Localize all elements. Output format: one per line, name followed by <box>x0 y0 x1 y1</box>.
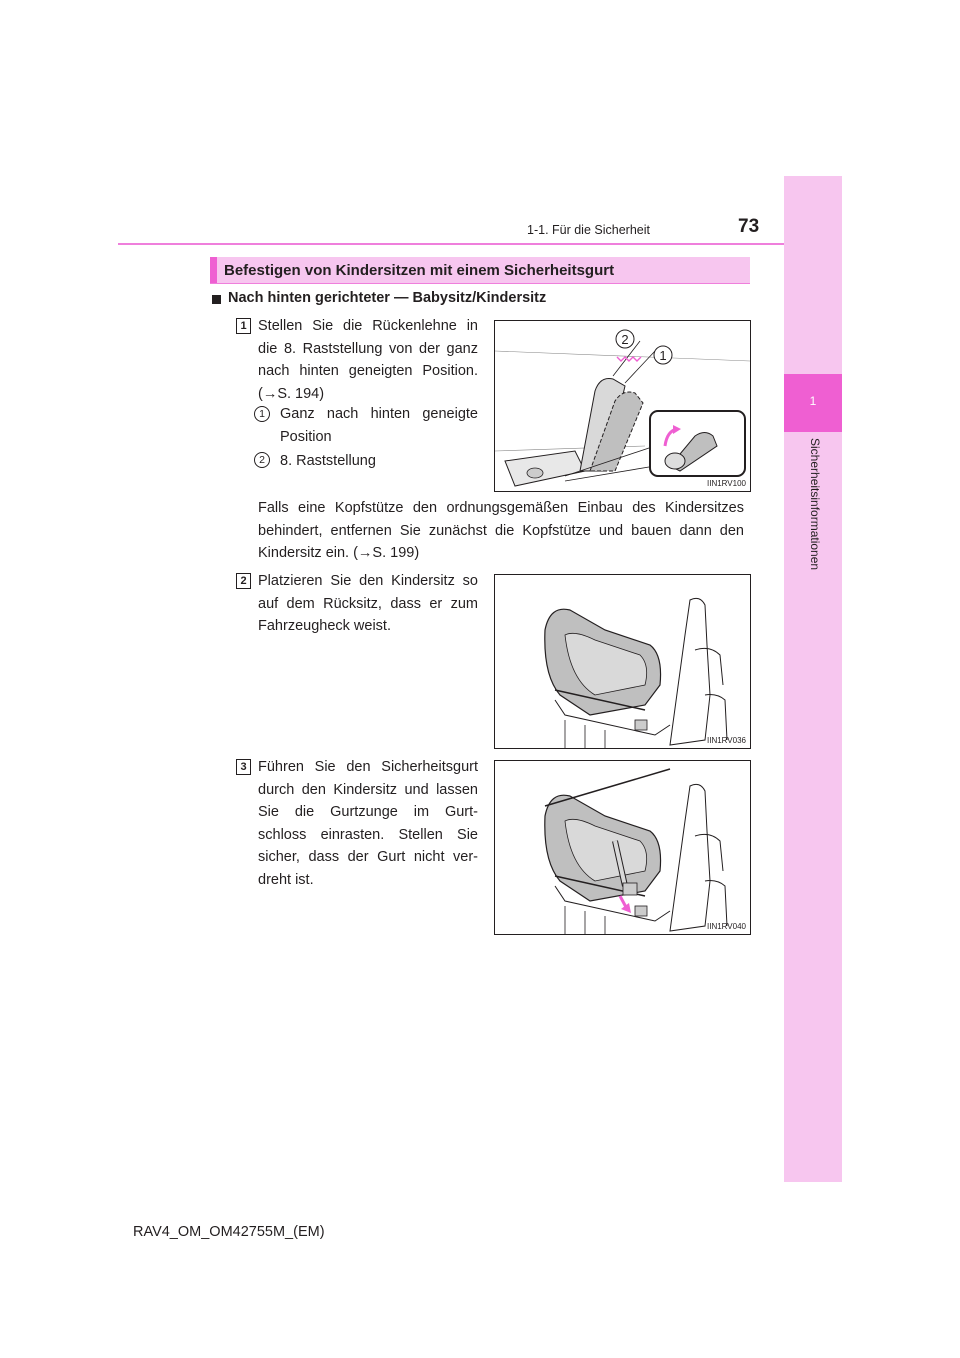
text-line: dreht ist. <box>258 871 314 888</box>
step-1-note <box>258 497 744 565</box>
text-line: Ganz nach hinten geneigte <box>280 406 478 422</box>
square-bullet-icon <box>212 295 221 304</box>
section-rule <box>210 283 750 284</box>
step-3-text <box>258 756 478 891</box>
text-line: durch den Kindersitz und lassen <box>258 781 478 798</box>
text-line: die 8. Raststellung von der ganz <box>258 340 478 357</box>
step-1-text <box>258 315 478 405</box>
callout-1-text <box>280 403 478 448</box>
seat-belt-routing-illustration <box>495 761 750 934</box>
callout-number: 1 <box>254 406 270 422</box>
child-seat-placement-illustration <box>495 575 750 748</box>
chapter-label: Sicherheitsinformationen <box>808 438 822 571</box>
seat-recline-illustration <box>495 321 750 491</box>
step-number: 2 <box>236 573 251 589</box>
step-number: 3 <box>236 759 251 775</box>
text-line: Falls eine Kopfstütze den ordnungsgemäßen Einbau des Kindersitzes <box>258 500 744 516</box>
document-code: RAV4_OM_OM42755M_(EM) <box>133 1224 325 1240</box>
text-line: schloss einrasten. Stellen Sie <box>258 826 478 843</box>
figure-seat-belt <box>494 760 751 935</box>
step-number: 1 <box>236 318 251 334</box>
section-title: Befestigen von Kindersitzen mit einem Sicherheitsgurt <box>224 262 615 279</box>
header-rule <box>118 243 784 245</box>
text-line: Führen Sie den Sicherheitsgurt <box>258 759 478 775</box>
figure-label: 1 <box>659 348 667 363</box>
step-2-text <box>258 570 478 638</box>
text-line: auf dem Rücksitz, dass er zum <box>258 595 478 612</box>
text-line: Stellen Sie die Rückenlehne in <box>258 318 478 334</box>
side-tab <box>784 176 842 1182</box>
callout-2-text <box>280 450 478 473</box>
text-line: Sie die Gurtzunge im Gurt- <box>258 804 478 820</box>
figure-seat-recline <box>494 320 751 492</box>
text-line: Position <box>280 428 332 445</box>
figure-code: IIN1RV100 <box>707 479 746 488</box>
chapter-label-vertical <box>804 438 822 598</box>
chapter-number: 1 <box>809 394 817 408</box>
page-number: 73 <box>738 216 760 237</box>
figure-code: IIN1RV036 <box>707 736 746 745</box>
figure-seat-placement <box>494 574 751 749</box>
figure-code: IIN1RV040 <box>707 922 746 931</box>
figure-label: 2 <box>621 332 629 347</box>
text-line: Fahrzeugheck weist. <box>258 618 391 634</box>
subheading: Nach hinten gerichteter — Babysitz/Kindersitz <box>228 290 547 306</box>
text-line: behindert, entfernen Sie zunächst die Kopfstütze und bauen dann den <box>258 522 744 539</box>
text-line: Kindersitz ein. (→S. 199) <box>258 545 420 561</box>
text-line: Platzieren Sie den Kindersitz so <box>258 573 478 589</box>
callout-number: 2 <box>254 452 270 468</box>
text-line: (→S. 194) <box>258 385 325 402</box>
running-head: 1-1. Für die Sicherheit <box>527 223 650 237</box>
text-line: nach hinten geneigten Position. <box>258 363 478 379</box>
text-line: sicher, dass der Gurt nicht ver- <box>258 849 478 865</box>
text-line: 8. Raststellung <box>280 453 376 469</box>
